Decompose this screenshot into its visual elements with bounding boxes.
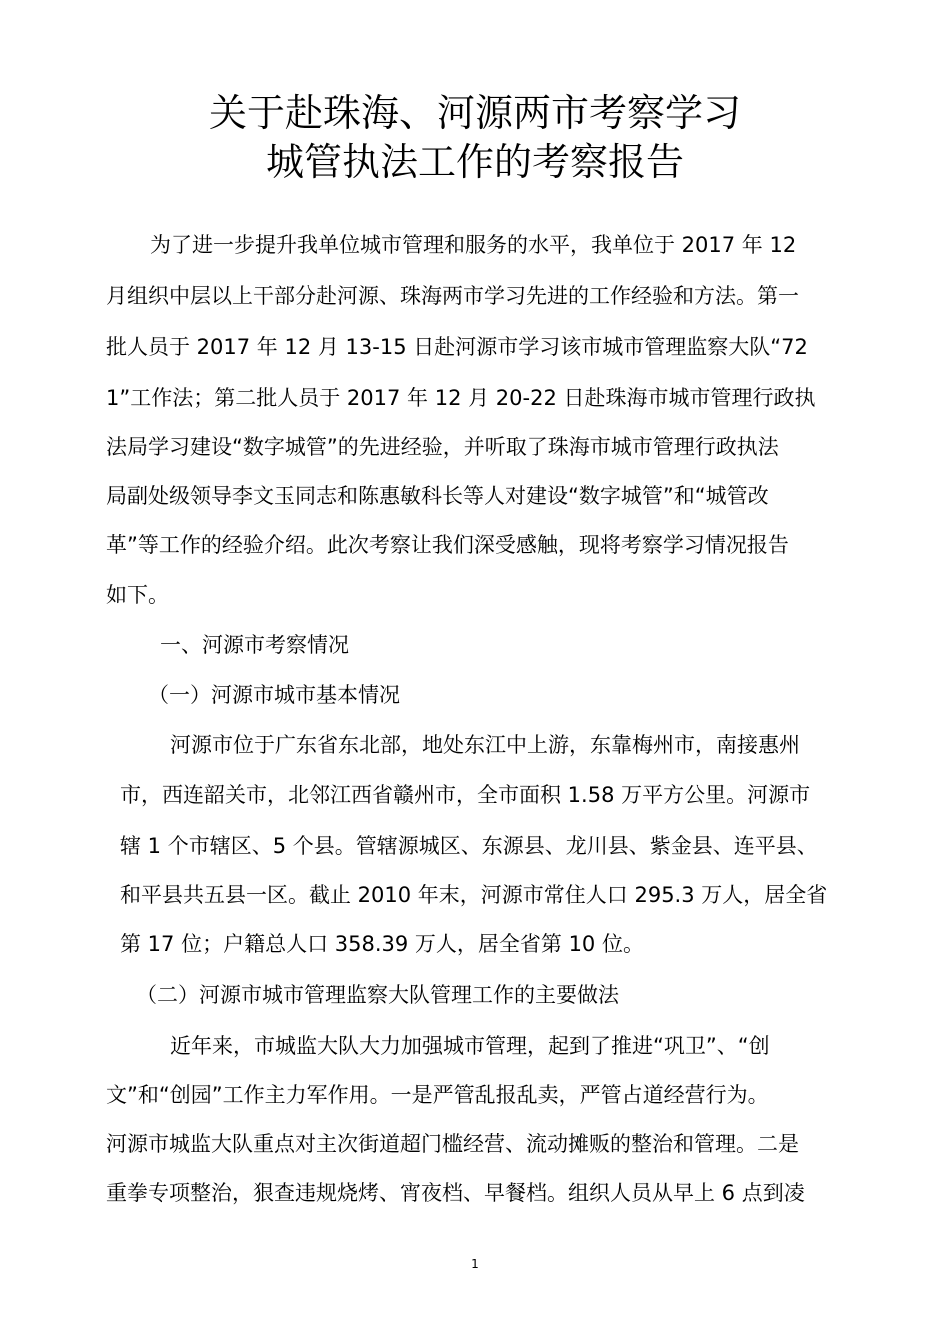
body-line: 辖 1 个市辖区、5 个县。管辖源城区、东源县、龙川县、紫金县、连平县、 [120,834,818,858]
body-line: 和平县共五县一区。截止 2010 年末，河源市常住人口 295.3 万人，居全省 [120,883,828,907]
subsection-heading: （一）河源市城市基本情况 [148,683,400,707]
subsection-heading: （二）河源市城市管理监察大队管理工作的主要做法 [136,983,619,1007]
intro-line: 批人员于 2017 年 12 月 13-15 日赴河源市学习该市城市管理监察大队“72 [106,335,808,359]
intro-line: 局副处级领导李文玉同志和陈惠敏科长等人对建设“数字城管”和“城管改 [106,484,769,508]
intro-line: 为了进一步提升我单位城市管理和服务的水平，我单位于 2017 年 12 [150,233,797,257]
page-number: 1 [471,1257,479,1271]
title-line-2: 城管执法工作的考察报告 [265,140,684,184]
intro-line: 革”等工作的经验介绍。此次考察让我们深受感触，现将考察学习情况报告 [106,533,789,557]
intro-line: 如下。 [106,583,169,607]
body-line: 重拳专项整治，狠查违规烧烤、宵夜档、早餐档。组织人员从早上 6 点到凌 [106,1181,805,1205]
intro-line: 1”工作法；第二批人员于 2017 年 12 月 20-22 日赴珠海市城市管理行政执 [106,386,816,410]
body-line: 河源市位于广东省东北部，地处东江中上游，东靠梅州市，南接惠州 [170,733,800,757]
body-line: 近年来，市城监大队大力加强城市管理，起到了推进“巩卫”、“创 [170,1034,770,1058]
intro-line: 月组织中层以上干部分赴河源、珠海两市学习先进的工作经验和方法。第一 [106,284,799,308]
intro-line: 法局学习建设“数字城管”的先进经验，并听取了珠海市城市管理行政执法 [106,435,779,459]
body-line: 河源市城监大队重点对主次街道超门槛经营、流动摊贩的整治和管理。二是 [106,1132,799,1156]
body-line: 市，西连韶关市，北邻江西省赣州市，全市面积 1.58 万平方公里。河源市 [120,783,811,807]
body-line: 第 17 位；户籍总人口 358.39 万人，居全省第 10 位。 [120,932,644,956]
title-line-1: 关于赴珠海、河源两市考察学习 [208,91,741,135]
body-line: 文”和“创园”工作主力军作用。一是严管乱报乱卖，严管占道经营行为。 [106,1083,769,1107]
section-heading: 一、河源市考察情况 [160,633,349,657]
